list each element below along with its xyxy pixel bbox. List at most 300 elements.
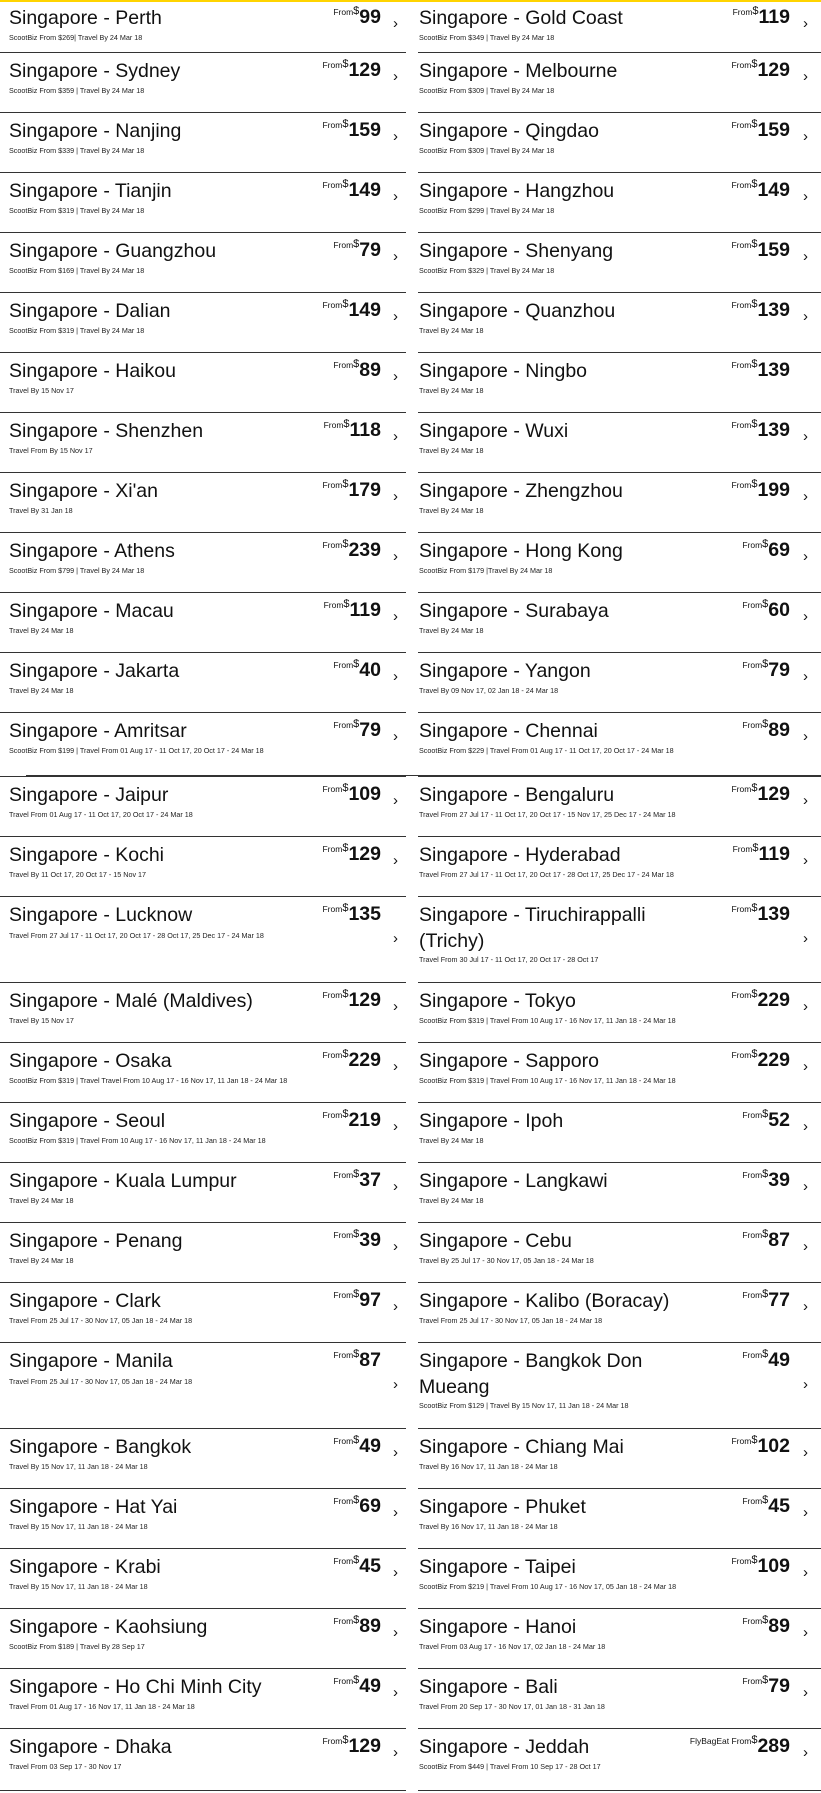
route-card[interactable]: [419, 1163, 819, 1223]
fare-price[interactable]: [742, 657, 790, 683]
route-name[interactable]: Singapore - Cebu: [419, 1230, 572, 1252]
price-amount: 45: [768, 1495, 790, 1517]
route-name[interactable]: Singapore - Kaohsiung: [9, 1616, 208, 1638]
route-name[interactable]: Singapore - Lucknow: [9, 904, 193, 926]
fare-price[interactable]: [322, 1733, 381, 1759]
chevron-right-icon[interactable]: ›: [393, 128, 398, 145]
route-card[interactable]: [419, 233, 819, 293]
route-name[interactable]: Singapore - Bangkok Don Mueang: [419, 1350, 643, 1398]
price-amount: 239: [348, 539, 381, 561]
route-card[interactable]: [9, 1669, 404, 1729]
route-name[interactable]: Singapore - Bali: [419, 1676, 558, 1698]
chevron-right-icon[interactable]: ›: [393, 15, 398, 32]
currency-symbol: $: [342, 1734, 349, 1746]
route-card[interactable]: [419, 1043, 819, 1103]
route-details: ScootBiz From $449 | Travel From 10 Sep 17 - 28 Oct 17: [419, 1762, 601, 1771]
route-name[interactable]: Singapore - Qingdao: [419, 120, 599, 142]
chevron-right-icon[interactable]: ›: [393, 1376, 398, 1393]
chevron-right-icon[interactable]: ›: [393, 930, 398, 947]
fare-price[interactable]: [333, 1433, 381, 1459]
route-card[interactable]: [419, 1429, 819, 1489]
route-name[interactable]: Singapore - Sapporo: [419, 1050, 599, 1072]
from-label: From: [322, 480, 343, 490]
route-name[interactable]: Singapore - Kalibo (Boracay): [419, 1290, 670, 1312]
chevron-right-icon[interactable]: ›: [393, 1118, 398, 1135]
route-details: ScootBiz From $269| Travel By 24 Mar 18: [9, 33, 143, 42]
route-card[interactable]: [9, 593, 404, 653]
chevron-right-icon[interactable]: ›: [803, 128, 808, 145]
route-details: Travel From 27 Jul 17 - 11 Oct 17, 20 Oct 17 - 15 Nov 17, 25 Dec 17 - 24 Mar 18: [419, 810, 676, 819]
route-name[interactable]: Singapore - Osaka: [9, 1050, 172, 1072]
from-label: From: [731, 784, 752, 794]
from-label: From: [333, 1170, 354, 1180]
route-name[interactable]: Singapore - Ipoh: [419, 1110, 564, 1132]
route-card[interactable]: [9, 0, 404, 53]
route-row: [0, 1283, 821, 1343]
route-details: Travel By 24 Mar 18: [419, 386, 484, 395]
route-details: Travel From 03 Sep 17 - 30 Nov 17: [9, 1762, 122, 1771]
route-card[interactable]: [419, 653, 819, 713]
chevron-right-icon[interactable]: ›: [803, 1624, 808, 1641]
fare-price[interactable]: [333, 1347, 381, 1373]
chevron-right-icon[interactable]: ›: [803, 488, 808, 505]
route-row: [0, 113, 821, 173]
route-name[interactable]: Singapore - Ningbo: [419, 360, 588, 382]
fare-price[interactable]: [742, 1673, 790, 1699]
fare-price[interactable]: [324, 597, 381, 623]
route-name[interactable]: Singapore - Jeddah: [419, 1736, 590, 1758]
from-label: From: [742, 540, 763, 550]
route-card[interactable]: [9, 713, 404, 777]
route-name[interactable]: Singapore - Manila: [9, 1350, 173, 1372]
route-card[interactable]: [419, 173, 819, 233]
route-name[interactable]: Singapore - Guangzhou: [9, 240, 217, 262]
fare-price[interactable]: [742, 1107, 790, 1133]
fare-price[interactable]: [322, 177, 381, 203]
route-card[interactable]: [419, 0, 819, 53]
currency-symbol: $: [353, 1348, 360, 1360]
fare-price[interactable]: [333, 1167, 381, 1193]
route-name[interactable]: Singapore - Taipei: [419, 1556, 576, 1578]
route-card[interactable]: [419, 1669, 819, 1729]
route-card[interactable]: [419, 983, 819, 1043]
fare-price[interactable]: [731, 477, 790, 503]
chevron-right-icon[interactable]: ›: [803, 1178, 808, 1195]
chevron-right-icon[interactable]: ›: [803, 1684, 808, 1701]
fare-price[interactable]: [742, 537, 790, 563]
chevron-right-icon[interactable]: ›: [393, 1684, 398, 1701]
fare-price[interactable]: [731, 1433, 790, 1459]
route-card[interactable]: [419, 1609, 819, 1669]
route-card[interactable]: [9, 293, 404, 353]
route-card[interactable]: [419, 53, 819, 113]
fare-price[interactable]: [742, 717, 790, 743]
currency-symbol: $: [751, 238, 758, 250]
fare-price[interactable]: [322, 781, 381, 807]
route-card[interactable]: [419, 473, 819, 533]
route-name[interactable]: Singapore - Nanjing: [9, 120, 182, 142]
fare-price[interactable]: [322, 1107, 381, 1133]
fare-price[interactable]: [333, 237, 381, 263]
fare-price[interactable]: [333, 4, 381, 30]
chevron-right-icon[interactable]: ›: [393, 1564, 398, 1581]
route-card[interactable]: [419, 1729, 819, 1791]
route-details: Travel By 24 Mar 18: [419, 1196, 484, 1205]
route-card[interactable]: [9, 413, 404, 473]
fare-price[interactable]: [333, 717, 381, 743]
from-label: From: [742, 1170, 763, 1180]
currency-symbol: $: [751, 1434, 758, 1446]
route-card[interactable]: [419, 533, 819, 593]
chevron-right-icon[interactable]: ›: [393, 1298, 398, 1315]
fare-price[interactable]: [333, 1613, 381, 1639]
route-details: Travel By 16 Nov 17, 11 Jan 18 - 24 Mar 18: [419, 1522, 558, 1531]
route-card[interactable]: [9, 1223, 404, 1283]
route-card[interactable]: [9, 473, 404, 533]
from-label: From: [333, 1290, 354, 1300]
fare-price[interactable]: [742, 1493, 790, 1519]
route-name[interactable]: Singapore - Hong Kong: [419, 540, 623, 562]
route-card[interactable]: [9, 353, 404, 413]
chevron-right-icon[interactable]: ›: [393, 608, 398, 625]
fare-price[interactable]: [324, 417, 381, 443]
route-details: ScootBiz From $309 | Travel By 24 Mar 18: [419, 146, 555, 155]
route-name[interactable]: Singapore - Bengaluru: [419, 784, 615, 806]
chevron-right-icon[interactable]: ›: [803, 608, 808, 625]
chevron-right-icon[interactable]: ›: [393, 308, 398, 325]
route-name[interactable]: Singapore - Amritsar: [9, 720, 187, 742]
route-card[interactable]: [9, 53, 404, 113]
route-name[interactable]: Singapore - Tokyo: [419, 990, 576, 1012]
currency-symbol: $: [343, 418, 350, 430]
fare-price[interactable]: [322, 537, 381, 563]
route-name[interactable]: Singapore - Clark: [9, 1290, 161, 1312]
fare-price[interactable]: [742, 1613, 790, 1639]
route-details: Travel From 25 Jul 17 - 30 Nov 17, 05 Jan 18 - 24 Mar 18: [9, 1316, 193, 1325]
fare-price[interactable]: [690, 1733, 790, 1759]
fare-price[interactable]: [742, 1227, 790, 1253]
chevron-right-icon[interactable]: ›: [393, 728, 398, 745]
chevron-right-icon[interactable]: ›: [803, 998, 808, 1015]
chevron-right-icon[interactable]: ›: [393, 668, 398, 685]
route-name[interactable]: Singapore - Langkawi: [419, 1170, 608, 1192]
fare-price[interactable]: [333, 357, 381, 383]
chevron-right-icon[interactable]: ›: [393, 488, 398, 505]
currency-symbol: $: [751, 418, 758, 430]
currency-symbol: $: [762, 1168, 769, 1180]
price-amount: 129: [348, 843, 381, 865]
price-amount: 149: [757, 179, 790, 201]
route-name[interactable]: Singapore - Macau: [9, 600, 174, 622]
from-label: From: [333, 7, 354, 17]
chevron-right-icon[interactable]: ›: [803, 1504, 808, 1521]
chevron-right-icon[interactable]: ›: [393, 1504, 398, 1521]
from-label: From: [742, 1496, 763, 1506]
route-card[interactable]: [9, 1103, 404, 1163]
route-name[interactable]: Singapore - Kochi: [9, 844, 165, 866]
route-card[interactable]: [419, 293, 819, 353]
from-label: From: [322, 60, 343, 70]
route-name[interactable]: Singapore - Hat Yai: [9, 1496, 178, 1518]
route-details: Travel From 20 Sep 17 - 30 Nov 17, 01 Jan 18 - 31 Jan 18: [419, 1702, 605, 1711]
chevron-right-icon[interactable]: ›: [803, 548, 808, 565]
route-card[interactable]: [9, 777, 404, 837]
chevron-right-icon[interactable]: ›: [393, 188, 398, 205]
fare-price[interactable]: [333, 1553, 381, 1579]
route-details: Travel By 15 Nov 17, 11 Jan 18 - 24 Mar 18: [9, 1522, 148, 1531]
route-card[interactable]: [9, 233, 404, 293]
fare-price[interactable]: [731, 57, 790, 83]
route-name[interactable]: Singapore - Gold Coast: [419, 7, 623, 29]
fare-price[interactable]: [731, 781, 790, 807]
fare-price[interactable]: [731, 987, 790, 1013]
route-card[interactable]: [419, 113, 819, 173]
route-name[interactable]: Singapore - Jakarta: [9, 660, 180, 682]
route-card[interactable]: [9, 837, 404, 897]
chevron-right-icon[interactable]: ›: [803, 68, 808, 85]
route-name[interactable]: Singapore - Tiruchirappalli (Trichy): [419, 904, 646, 952]
fare-price[interactable]: [322, 987, 381, 1013]
chevron-right-icon[interactable]: ›: [393, 852, 398, 869]
route-card[interactable]: [419, 1283, 819, 1343]
price-amount: 119: [349, 599, 381, 621]
fare-price[interactable]: [322, 57, 381, 83]
route-name[interactable]: Singapore - Perth: [9, 7, 162, 29]
currency-symbol: $: [342, 478, 349, 490]
chevron-right-icon[interactable]: ›: [803, 668, 808, 685]
route-details: Travel By 11 Oct 17, 20 Oct 17 - 15 Nov 17: [9, 870, 147, 879]
route-details: Travel By 24 Mar 18: [9, 686, 74, 695]
route-card[interactable]: [9, 1343, 404, 1429]
currency-symbol: $: [353, 1674, 360, 1686]
route-name[interactable]: Singapore - Penang: [9, 1230, 183, 1252]
chevron-right-icon[interactable]: ›: [803, 428, 808, 445]
chevron-right-icon[interactable]: ›: [393, 792, 398, 809]
fare-price[interactable]: [733, 4, 790, 30]
route-name[interactable]: Singapore - Athens: [9, 540, 175, 562]
fare-price[interactable]: [333, 657, 381, 683]
chevron-right-icon[interactable]: ›: [803, 1376, 808, 1393]
fare-price[interactable]: [333, 1673, 381, 1699]
fare-price[interactable]: [731, 417, 790, 443]
route-name[interactable]: Singapore - Sydney: [9, 60, 181, 82]
route-card[interactable]: [419, 413, 819, 473]
fare-price[interactable]: [333, 1287, 381, 1313]
route-card[interactable]: [419, 1223, 819, 1283]
fare-price[interactable]: [731, 1553, 790, 1579]
chevron-right-icon[interactable]: ›: [803, 1298, 808, 1315]
route-name[interactable]: Singapore - Yangon: [419, 660, 591, 682]
route-details: Travel By 24 Mar 18: [419, 446, 484, 455]
route-card[interactable]: [9, 1549, 404, 1609]
fare-price[interactable]: [731, 177, 790, 203]
fare-price[interactable]: [322, 297, 381, 323]
route-name[interactable]: Singapore - Haikou: [9, 360, 176, 382]
chevron-right-icon[interactable]: ›: [393, 1058, 398, 1075]
price-amount: 229: [348, 1049, 381, 1071]
route-name[interactable]: Singapore - Phuket: [419, 1496, 586, 1518]
route-name[interactable]: Singapore - Kuala Lumpur: [9, 1170, 237, 1192]
fare-price[interactable]: [742, 1347, 790, 1373]
chevron-right-icon[interactable]: ›: [803, 1444, 808, 1461]
chevron-right-icon[interactable]: ›: [803, 248, 808, 265]
route-name[interactable]: Singapore - Melbourne: [419, 60, 618, 82]
route-row: [0, 1103, 821, 1163]
route-card[interactable]: [9, 1609, 404, 1669]
chevron-right-icon[interactable]: ›: [393, 1744, 398, 1761]
chevron-right-icon[interactable]: ›: [803, 308, 808, 325]
price-amount: 79: [768, 1675, 790, 1697]
route-row: [0, 0, 821, 53]
chevron-right-icon[interactable]: ›: [393, 1178, 398, 1195]
route-name[interactable]: Singapore - Bangkok: [9, 1436, 192, 1458]
route-card[interactable]: [9, 1729, 404, 1791]
chevron-right-icon[interactable]: ›: [803, 1058, 808, 1075]
route-details: ScootBiz From $309 | Travel By 24 Mar 18: [419, 86, 555, 95]
route-card[interactable]: [9, 1043, 404, 1103]
chevron-right-icon[interactable]: ›: [393, 368, 398, 385]
route-name[interactable]: Singapore - Dhaka: [9, 1736, 172, 1758]
fare-price[interactable]: [742, 597, 790, 623]
chevron-right-icon[interactable]: ›: [393, 248, 398, 265]
fare-price[interactable]: [731, 357, 790, 383]
chevron-right-icon[interactable]: ›: [803, 1564, 808, 1581]
price-amount: 79: [359, 239, 381, 261]
route-card[interactable]: [9, 1283, 404, 1343]
route-card[interactable]: [9, 1489, 404, 1549]
fare-price[interactable]: [731, 117, 790, 143]
route-card[interactable]: [419, 837, 819, 897]
price-amount: 119: [758, 6, 790, 28]
route-card[interactable]: [9, 533, 404, 593]
route-card[interactable]: [9, 173, 404, 233]
chevron-right-icon[interactable]: ›: [803, 728, 808, 745]
route-card[interactable]: [419, 1103, 819, 1163]
fare-price[interactable]: [322, 477, 381, 503]
route-card[interactable]: [9, 653, 404, 713]
route-name[interactable]: Singapore - Xi'an: [9, 480, 158, 502]
from-label: From: [731, 1556, 752, 1566]
fare-price[interactable]: [333, 1493, 381, 1519]
fare-price[interactable]: [731, 901, 790, 927]
from-label: From: [731, 904, 752, 914]
route-details: ScootBiz From $169 | Travel By 24 Mar 18: [9, 266, 145, 275]
from-label: From: [322, 120, 343, 130]
route-name[interactable]: Singapore - Chiang Mai: [419, 1436, 624, 1458]
route-name[interactable]: Singapore - Dalian: [9, 300, 171, 322]
fare-price[interactable]: [322, 1047, 381, 1073]
route-name[interactable]: Singapore - Shenzhen: [9, 420, 204, 442]
chevron-right-icon[interactable]: ›: [393, 428, 398, 445]
route-name[interactable]: Singapore - Tianjin: [9, 180, 172, 202]
route-name[interactable]: Singapore - Hanoi: [419, 1616, 577, 1638]
fare-price[interactable]: [731, 237, 790, 263]
route-name[interactable]: Singapore - Shenyang: [419, 240, 614, 262]
chevron-right-icon[interactable]: ›: [393, 548, 398, 565]
chevron-right-icon[interactable]: ›: [803, 852, 808, 869]
route-card[interactable]: [419, 897, 819, 983]
route-card[interactable]: [9, 1429, 404, 1489]
chevron-right-icon[interactable]: ›: [393, 1624, 398, 1641]
fare-price[interactable]: [742, 1167, 790, 1193]
route-card[interactable]: [419, 1489, 819, 1549]
route-name[interactable]: Singapore - Wuxi: [419, 420, 569, 442]
route-name[interactable]: Singapore - Malé (Maldives): [9, 990, 253, 1012]
chevron-right-icon[interactable]: ›: [803, 188, 808, 205]
route-name[interactable]: Singapore - Hyderabad: [419, 844, 621, 866]
currency-symbol: $: [762, 1494, 769, 1506]
chevron-right-icon[interactable]: ›: [393, 1238, 398, 1255]
chevron-right-icon[interactable]: ›: [393, 998, 398, 1015]
chevron-right-icon[interactable]: ›: [393, 68, 398, 85]
chevron-right-icon[interactable]: ›: [803, 15, 808, 32]
chevron-right-icon[interactable]: ›: [393, 1444, 398, 1461]
currency-symbol: $: [751, 478, 758, 490]
route-card[interactable]: [9, 897, 404, 983]
route-row: [0, 777, 821, 837]
route-details: Travel From 03 Aug 17 - 16 Nov 17, 02 Jan 18 - 24 Mar 18: [419, 1642, 606, 1651]
route-name[interactable]: Singapore - Surabaya: [419, 600, 609, 622]
route-card[interactable]: [9, 1163, 404, 1223]
route-name[interactable]: Singapore - Jaipur: [9, 784, 169, 806]
currency-symbol: $: [751, 178, 758, 190]
route-name[interactable]: Singapore - Hangzhou: [419, 180, 615, 202]
route-details: ScootBiz From $189 | Travel By 28 Sep 17: [9, 1642, 145, 1651]
currency-symbol: $: [762, 1228, 769, 1240]
chevron-right-icon[interactable]: ›: [803, 1238, 808, 1255]
chevron-right-icon[interactable]: ›: [803, 1744, 808, 1761]
route-details: Travel By 09 Nov 17, 02 Jan 18 - 24 Mar 18: [419, 686, 559, 695]
route-details: Travel By 16 Nov 17, 11 Jan 18 - 24 Mar 18: [419, 1462, 558, 1471]
route-row: [0, 983, 821, 1043]
price-amount: 49: [768, 1349, 790, 1371]
route-card[interactable]: [419, 353, 819, 413]
route-name[interactable]: Singapore - Krabi: [9, 1556, 161, 1578]
route-name[interactable]: Singapore - Quanzhou: [419, 300, 616, 322]
fare-price[interactable]: [322, 117, 381, 143]
route-card[interactable]: [419, 777, 819, 837]
fare-price[interactable]: [742, 1287, 790, 1313]
route-name[interactable]: Singapore - Ho Chi Minh City: [9, 1676, 262, 1698]
route-card[interactable]: [419, 1549, 819, 1609]
fare-price[interactable]: [731, 297, 790, 323]
fare-price[interactable]: [322, 901, 381, 927]
fare-price[interactable]: [322, 841, 381, 867]
route-card[interactable]: [9, 983, 404, 1043]
route-name[interactable]: Singapore - Zhengzhou: [419, 480, 623, 502]
route-details: Travel By 31 Jan 18: [9, 506, 73, 515]
route-card[interactable]: [419, 593, 819, 653]
fare-price[interactable]: [733, 841, 790, 867]
chevron-right-icon[interactable]: ›: [803, 930, 808, 947]
from-label: From: [742, 720, 763, 730]
chevron-right-icon[interactable]: ›: [803, 1118, 808, 1135]
route-details: ScootBiz From $229 | Travel From 01 Aug 17 - 11 Oct 17, 20 Oct 17 - 24 Mar 18: [419, 746, 674, 755]
fare-price[interactable]: [333, 1227, 381, 1253]
from-label: From: [333, 1436, 354, 1446]
currency-symbol: $: [762, 658, 769, 670]
route-row: [0, 413, 821, 473]
fare-price[interactable]: [731, 1047, 790, 1073]
route-card[interactable]: [9, 113, 404, 173]
route-name[interactable]: Singapore - Seoul: [9, 1110, 166, 1132]
route-card[interactable]: [419, 1343, 819, 1429]
chevron-right-icon[interactable]: ›: [803, 792, 808, 809]
route-name[interactable]: Singapore - Chennai: [419, 720, 598, 742]
price-amount: 139: [757, 299, 790, 321]
currency-symbol: $: [342, 1108, 349, 1120]
route-card[interactable]: [419, 713, 819, 777]
